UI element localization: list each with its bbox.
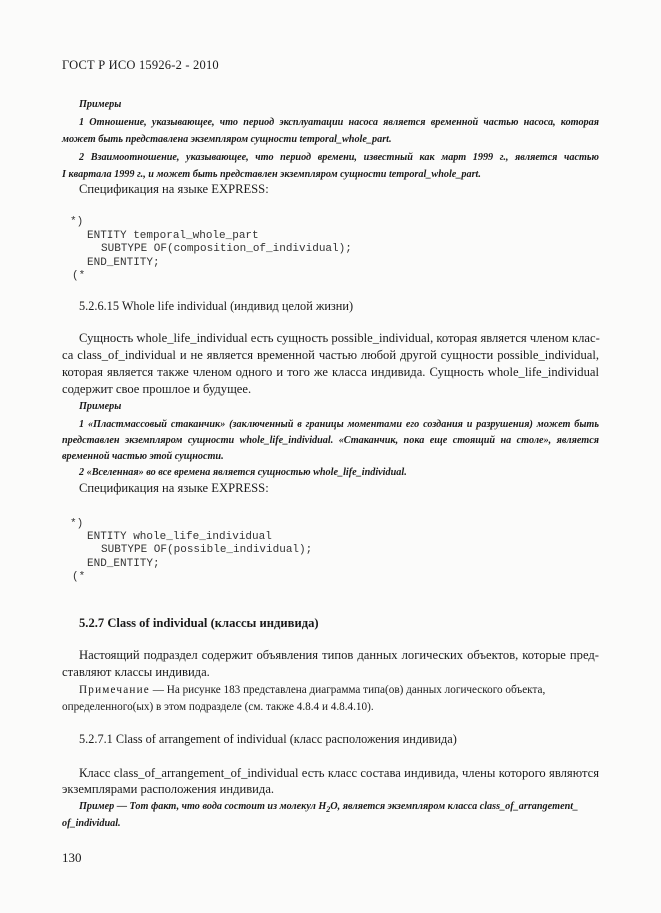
section-heading: 5.2.7 Class of individual (классы индивида) <box>79 616 319 630</box>
example-text: может быть представлена экземпляром сущности temporal_whole_part. <box>62 134 392 145</box>
note-line: определенного(ых) в этом подразделе (см. также 4.8.4 и 4.8.4.10). <box>62 701 374 713</box>
example-text: 1 «Пластмассовый стаканчик» (заключенный в границы моментами его создания и разрушения) может быть <box>79 419 599 430</box>
code-line: (* <box>72 571 86 583</box>
spec-label: Спецификация на языке EXPRESS: <box>79 182 269 196</box>
example-text: 1 Отношение, указывающее, что период эксплуатации насоса является временной частью насоса, которая <box>79 117 599 128</box>
note-text: — На рисунке 183 представлена диаграмма типа(ов) данных логического объекта, <box>152 684 546 696</box>
example-text: 2 Взаимоотношение, указывающее, что период времени, известный как март 1999 г., является частью <box>79 152 599 163</box>
paragraph-line: Настоящий подраздел содержит объявления типов данных логических объектов, которые пред- <box>79 648 599 662</box>
spec-label: Спецификация на языке EXPRESS: <box>79 481 269 495</box>
examples-heading: Примеры <box>79 401 122 412</box>
example-text <box>79 801 578 814</box>
example-text: I квартала 1999 г., и может быть представлен экземпляром сущности temporal_whole_part. <box>62 169 481 180</box>
code-line: *) <box>70 216 84 228</box>
paragraph-line: экземплярами расположения индивида. <box>62 782 275 796</box>
paragraph-line: Сущность whole_life_individual есть сущность possible_individual, которая является членом клас- <box>79 331 600 345</box>
example-text: представлен экземпляром сущности whole_life_individual. «Стаканчик, пока еще стоящий на столе», является <box>62 435 599 446</box>
example-text-part: Пример — Тот факт, что вода состоит из молекул H <box>79 801 327 812</box>
example-text: of_individual. <box>62 818 121 829</box>
note-line <box>79 684 545 696</box>
paragraph-line: которая является также членом одного и того же класса индивида. Сущность whole_life_individual <box>62 365 599 379</box>
code-line: END_ENTITY; <box>87 257 160 269</box>
code-line: SUBTYPE OF(composition_of_individual); <box>101 243 352 255</box>
code-line: END_ENTITY; <box>87 558 160 570</box>
paragraph-line: ставляют классы индивида. <box>62 665 210 679</box>
section-heading: 5.2.7.1 Class of arrangement of individual (класс расположения индивида) <box>79 732 457 746</box>
page-number: 130 <box>62 850 82 865</box>
paragraph-line: Класс class_of_arrangement_of_individual есть класс состава индивида, члены которого являются <box>79 766 599 780</box>
code-line: ENTITY whole_life_individual <box>87 531 272 543</box>
examples-heading: Примеры <box>79 99 122 110</box>
section-heading: 5.2.6.15 Whole life individual (индивид целой жизни) <box>79 299 354 313</box>
code-line: (* <box>72 270 86 282</box>
document-header: ГОСТ Р ИСО 15926-2 - 2010 <box>62 58 219 72</box>
example-text: 2 «Вселенная» во все времена является сущностью whole_life_individual. <box>79 467 407 478</box>
example-text: временной частью этой сущности. <box>62 451 224 462</box>
code-line: ENTITY temporal_whole_part <box>87 230 259 242</box>
note-label: Примечание <box>79 684 150 696</box>
paragraph-line: са class_of_individual и не является временной частью любой другой сущности possible_individual, <box>62 348 599 362</box>
example-text-part: O, является экземпляром класса class_of_arrangement_ <box>330 801 579 812</box>
code-line: SUBTYPE OF(possible_individual); <box>101 544 313 556</box>
subscript: 2 <box>326 805 331 815</box>
code-line: *) <box>70 518 84 530</box>
paragraph-line: содержит свое прошлое и будущее. <box>62 382 252 396</box>
